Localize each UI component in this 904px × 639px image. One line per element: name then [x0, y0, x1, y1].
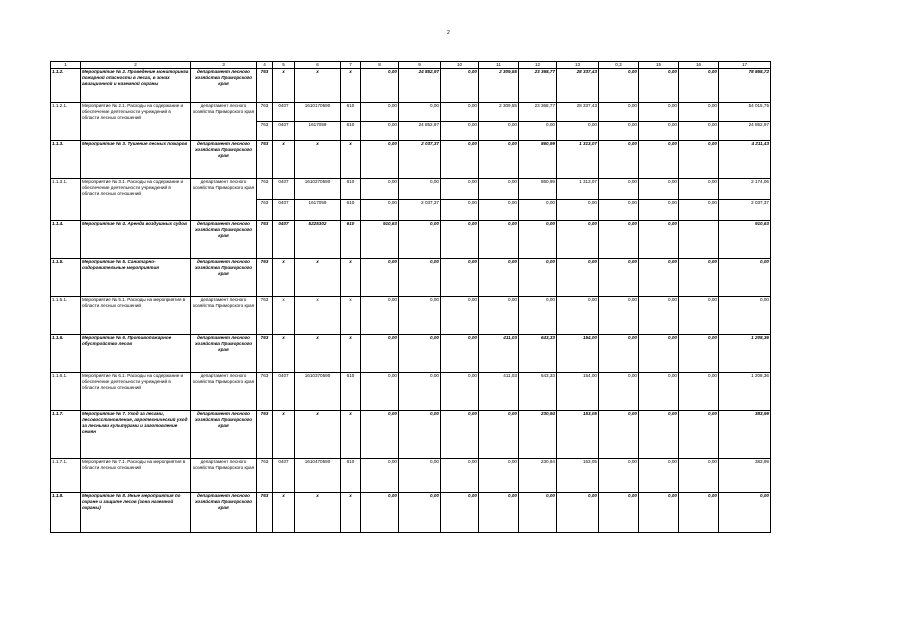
- value-cell: 860,99: [519, 141, 557, 179]
- value-cell: х: [341, 411, 361, 459]
- value-cell: 28 337,43: [557, 103, 599, 122]
- value-cell: 0,00: [361, 141, 399, 179]
- value-cell: 0,00: [361, 411, 399, 459]
- value-cell: 0,00: [399, 411, 441, 459]
- value-cell: 0,00: [519, 122, 557, 141]
- value-cell: 0,00: [599, 459, 639, 493]
- value-cell: х: [295, 297, 341, 335]
- row-code-cell: 1.1.8.: [51, 493, 81, 533]
- row-code-cell: 1.1.5.1.: [51, 297, 81, 335]
- value-cell: 0,00: [361, 103, 399, 122]
- value-cell: 0,00: [599, 335, 639, 373]
- value-cell: 0,00: [399, 335, 441, 373]
- measure-name-cell: Мероприятие № 2.1. Расходы на содержание и обеспечение деятельности учреждений в области лесных отношений: [81, 103, 191, 141]
- value-cell: 54 015,75: [719, 103, 771, 122]
- value-cell: 0,00: [679, 69, 719, 103]
- budget-table: [50, 61, 771, 533]
- table-row: [51, 297, 771, 335]
- row-code-cell: 1.1.7.: [51, 411, 81, 459]
- header-cell: 15: [639, 62, 679, 69]
- value-cell: х: [295, 259, 341, 297]
- value-cell: 0,00: [639, 103, 679, 122]
- value-cell: 1 208,36: [719, 335, 771, 373]
- value-cell: 154,00: [557, 373, 599, 411]
- header-cell: 13: [557, 62, 599, 69]
- value-cell: х: [341, 335, 361, 373]
- value-cell: 0,00: [719, 259, 771, 297]
- value-cell: 2 037,37: [399, 200, 441, 221]
- header-row: [51, 62, 771, 69]
- value-cell: 0407: [273, 179, 295, 200]
- value-cell: 0,00: [719, 297, 771, 335]
- value-cell: 0,00: [519, 221, 557, 259]
- value-cell: 0,00: [361, 200, 399, 221]
- table-row: [51, 335, 771, 373]
- value-cell: 23 368,77: [519, 69, 557, 103]
- value-cell: 0,00: [441, 69, 479, 103]
- value-cell: 0,00: [399, 297, 441, 335]
- value-cell: 0,00: [679, 459, 719, 493]
- value-cell: 0,00: [679, 122, 719, 141]
- value-cell: 5225302: [295, 221, 341, 259]
- measure-name-cell: Мероприятие № 7. Уход за лесами, лесовосстановление, агротехнический уход за лесными культурами и заготовление семян: [81, 411, 191, 459]
- value-cell: 0,00: [399, 259, 441, 297]
- value-cell: 0,00: [639, 200, 679, 221]
- row-code-cell: 1.1.5.: [51, 259, 81, 297]
- value-cell: 0,00: [679, 259, 719, 297]
- value-cell: 0,00: [479, 141, 519, 179]
- value-cell: 763: [257, 335, 273, 373]
- value-cell: 0,00: [679, 493, 719, 533]
- header-cell: 8: [361, 62, 399, 69]
- value-cell: 0,00: [441, 297, 479, 335]
- value-cell: х: [273, 335, 295, 373]
- header-cell: 9: [399, 62, 441, 69]
- value-cell: 0407: [273, 200, 295, 221]
- value-cell: х: [295, 335, 341, 373]
- row-code-cell: 1.1.7.1.: [51, 459, 81, 493]
- value-cell: 0,00: [679, 335, 719, 373]
- value-cell: 763: [257, 373, 273, 411]
- value-cell: 0,00: [679, 200, 719, 221]
- value-cell: 153,05: [557, 411, 599, 459]
- value-cell: 1 313,07: [557, 179, 599, 200]
- value-cell: 0,00: [639, 493, 679, 533]
- row-code-cell: 1.1.3.: [51, 141, 81, 179]
- value-cell: 763: [257, 221, 273, 259]
- page-number: 2: [447, 30, 450, 36]
- value-cell: 1610370590: [295, 373, 341, 411]
- value-cell: 0,00: [399, 373, 441, 411]
- value-cell: 0,00: [361, 373, 399, 411]
- value-cell: х: [295, 493, 341, 533]
- value-cell: 411,03: [479, 335, 519, 373]
- value-cell: 0,00: [399, 179, 441, 200]
- header-cell: 11: [479, 62, 519, 69]
- executor-cell: департамент лесного хозяйства Приморского края: [191, 335, 257, 373]
- value-cell: 0,00: [599, 411, 639, 459]
- value-cell: 0,00: [361, 459, 399, 493]
- value-cell: 2 174,06: [719, 179, 771, 200]
- value-cell: 154,00: [557, 335, 599, 373]
- value-cell: 0,00: [441, 122, 479, 141]
- value-cell: х: [341, 493, 361, 533]
- value-cell: 1617059: [295, 122, 341, 141]
- value-cell: 0,00: [639, 459, 679, 493]
- value-cell: 0,00: [639, 179, 679, 200]
- value-cell: 0,00: [639, 373, 679, 411]
- header-cell: 0,3: [599, 62, 639, 69]
- value-cell: 24 852,97: [719, 122, 771, 141]
- value-cell: 0,00: [719, 493, 771, 533]
- value-cell: 0,00: [639, 259, 679, 297]
- value-cell: 0,00: [399, 493, 441, 533]
- value-cell: х: [273, 297, 295, 335]
- value-cell: х: [295, 141, 341, 179]
- value-cell: 763: [257, 200, 273, 221]
- value-cell: 4 211,43: [719, 141, 771, 179]
- value-cell: 230,94: [519, 411, 557, 459]
- value-cell: 0,00: [399, 459, 441, 493]
- executor-cell: департамент лесного хозяйства Приморского края: [191, 297, 257, 335]
- value-cell: 763: [257, 122, 273, 141]
- value-cell: х: [273, 411, 295, 459]
- header-cell: 16: [679, 62, 719, 69]
- value-cell: 0,00: [399, 103, 441, 122]
- table-row: [51, 259, 771, 297]
- value-cell: 1 208,36: [719, 373, 771, 411]
- value-cell: 0,00: [479, 459, 519, 493]
- header-cell: 5: [273, 62, 295, 69]
- value-cell: 0,00: [557, 259, 599, 297]
- value-cell: 860,99: [519, 179, 557, 200]
- header-cell: 10: [441, 62, 479, 69]
- value-cell: 0,00: [519, 259, 557, 297]
- value-cell: 1617059: [295, 200, 341, 221]
- value-cell: 0,00: [599, 493, 639, 533]
- value-cell: 2 037,37: [719, 200, 771, 221]
- value-cell: 0,00: [639, 69, 679, 103]
- value-cell: 610: [341, 373, 361, 411]
- value-cell: 0,00: [441, 411, 479, 459]
- value-cell: 23 368,77: [519, 103, 557, 122]
- value-cell: 0,00: [599, 141, 639, 179]
- value-cell: 0,00: [361, 69, 399, 103]
- value-cell: 0407: [273, 459, 295, 493]
- value-cell: 0,00: [441, 179, 479, 200]
- value-cell: 643,33: [519, 335, 557, 373]
- measure-name-cell: Мероприятие № 3.1. Расходы на содержание и обеспечение деятельности учреждений в области лесных отношений: [81, 179, 191, 221]
- value-cell: 0,00: [479, 493, 519, 533]
- value-cell: 0,00: [639, 297, 679, 335]
- value-cell: 0,00: [361, 259, 399, 297]
- value-cell: 24 852,97: [399, 122, 441, 141]
- table-row: [51, 411, 771, 459]
- value-cell: 0,00: [479, 179, 519, 200]
- value-cell: 0,00: [639, 411, 679, 459]
- value-cell: 383,99: [719, 411, 771, 459]
- table-row: [51, 69, 771, 103]
- value-cell: 763: [257, 103, 273, 122]
- value-cell: 0,00: [441, 493, 479, 533]
- value-cell: 0,00: [679, 297, 719, 335]
- value-cell: 0,00: [441, 141, 479, 179]
- row-code-cell: 1.1.3.1.: [51, 179, 81, 221]
- value-cell: х: [273, 259, 295, 297]
- value-cell: х: [341, 69, 361, 103]
- value-cell: 0,00: [479, 200, 519, 221]
- value-cell: 0,00: [639, 335, 679, 373]
- value-cell: 0,00: [599, 297, 639, 335]
- value-cell: 0,00: [557, 200, 599, 221]
- value-cell: 0407: [273, 373, 295, 411]
- table-row: [51, 221, 771, 259]
- value-cell: 0,00: [557, 297, 599, 335]
- row-code-cell: 1.1.2.1.: [51, 103, 81, 141]
- value-cell: 1 313,07: [557, 141, 599, 179]
- value-cell: 0,00: [599, 69, 639, 103]
- header-cell: 17: [719, 62, 771, 69]
- executor-cell: департамент лесного хозяйства Приморского края: [191, 259, 257, 297]
- executor-cell: департамент лесного хозяйства Приморского края: [191, 459, 257, 493]
- value-cell: 24 852,97: [399, 69, 441, 103]
- measure-name-cell: Мероприятие № 5. Санитарно-оздоровительные мероприятия: [81, 259, 191, 297]
- value-cell: 0,00: [441, 373, 479, 411]
- value-cell: 0,00: [441, 200, 479, 221]
- value-cell: 2 309,55: [479, 69, 519, 103]
- value-cell: 0,00: [557, 493, 599, 533]
- value-cell: 0,00: [519, 200, 557, 221]
- value-cell: 763: [257, 493, 273, 533]
- header-cell: 7: [341, 62, 361, 69]
- value-cell: 0,00: [361, 493, 399, 533]
- value-cell: 78 868,72: [719, 69, 771, 103]
- table-row: [51, 179, 771, 200]
- value-cell: 610: [341, 179, 361, 200]
- value-cell: 763: [257, 459, 273, 493]
- value-cell: 0,00: [639, 141, 679, 179]
- value-cell: 0,00: [599, 200, 639, 221]
- value-cell: 0,00: [679, 179, 719, 200]
- header-cell: 1: [51, 62, 81, 69]
- header-cell: 2: [81, 62, 191, 69]
- value-cell: 0,00: [361, 179, 399, 200]
- value-cell: 2 309,55: [479, 103, 519, 122]
- value-cell: 28 337,43: [557, 69, 599, 103]
- value-cell: х: [295, 411, 341, 459]
- value-cell: 0,00: [361, 297, 399, 335]
- value-cell: 0,00: [441, 459, 479, 493]
- executor-cell: департамент лесного хозяйства Приморского края: [191, 141, 257, 179]
- value-cell: х: [273, 493, 295, 533]
- value-cell: 1610470590: [295, 459, 341, 493]
- value-cell: 230,94: [519, 459, 557, 493]
- value-cell: 763: [257, 69, 273, 103]
- value-cell: 0,00: [479, 221, 519, 259]
- value-cell: х: [295, 69, 341, 103]
- value-cell: 0,00: [599, 103, 639, 122]
- value-cell: 0,00: [599, 259, 639, 297]
- value-cell: х: [341, 297, 361, 335]
- table-row: [51, 373, 771, 411]
- value-cell: х: [273, 141, 295, 179]
- value-cell: 1610170590: [295, 103, 341, 122]
- table-row: [51, 141, 771, 179]
- value-cell: 0,00: [399, 221, 441, 259]
- value-cell: 0,00: [679, 103, 719, 122]
- value-cell: 610: [341, 122, 361, 141]
- value-cell: 763: [257, 259, 273, 297]
- value-cell: 0,00: [519, 493, 557, 533]
- value-cell: 0,00: [441, 103, 479, 122]
- value-cell: х: [273, 69, 295, 103]
- measure-name-cell: Мероприятие № 8. Иные мероприятия по охране и защите лесов (зона наземной охраны): [81, 493, 191, 533]
- value-cell: 0,00: [679, 141, 719, 179]
- value-cell: 0407: [273, 221, 295, 259]
- measure-name-cell: Мероприятие № 2. Проведение мониторинга пожарной опасности в лесах, в зонах авиационной и наземной охраны: [81, 69, 191, 103]
- value-cell: х: [341, 141, 361, 179]
- value-cell: 0,00: [519, 297, 557, 335]
- value-cell: 153,05: [557, 459, 599, 493]
- header-cell: 3: [191, 62, 257, 69]
- value-cell: 0,00: [441, 259, 479, 297]
- table-row: [51, 459, 771, 493]
- executor-cell: департамент лесного хозяйства Приморского края: [191, 493, 257, 533]
- value-cell: 0,00: [639, 122, 679, 141]
- value-cell: 910,63: [361, 221, 399, 259]
- value-cell: 0,00: [361, 122, 399, 141]
- value-cell: 0,00: [679, 373, 719, 411]
- value-cell: 0,00: [361, 335, 399, 373]
- value-cell: [679, 221, 719, 259]
- executor-cell: департамент лесного хозяйства Приморского края: [191, 103, 257, 141]
- value-cell: 383,99: [719, 459, 771, 493]
- value-cell: 411,03: [479, 373, 519, 411]
- value-cell: 0,00: [599, 373, 639, 411]
- value-cell: 0,00: [557, 122, 599, 141]
- executor-cell: департамент лесного хозяйства Приморского края: [191, 373, 257, 411]
- measure-name-cell: Мероприятие № 5.1. Расходы на мероприятия в области лесных отношений: [81, 297, 191, 335]
- value-cell: 0,00: [441, 221, 479, 259]
- executor-cell: департамент лесного хозяйства Приморского края: [191, 411, 257, 459]
- value-cell: 0,00: [479, 259, 519, 297]
- row-code-cell: 1.1.6.: [51, 335, 81, 373]
- value-cell: 643,33: [519, 373, 557, 411]
- measure-name-cell: Мероприятие № 6.1. Расходы на содержание и обеспечение деятельности учреждений в области лесных отношений: [81, 373, 191, 411]
- header-cell: 6: [295, 62, 341, 69]
- measure-name-cell: Мероприятие № 7.1. Расходы на мероприятия в области лесных отношений: [81, 459, 191, 493]
- value-cell: х: [341, 259, 361, 297]
- value-cell: 910,63: [719, 221, 771, 259]
- value-cell: 0,00: [639, 221, 679, 259]
- table-row: [51, 493, 771, 533]
- value-cell: 763: [257, 141, 273, 179]
- row-code-cell: 1.1.2.: [51, 69, 81, 103]
- value-cell: 763: [257, 297, 273, 335]
- value-cell: 763: [257, 179, 273, 200]
- executor-cell: департамент лесного хозяйства Приморского края: [191, 179, 257, 221]
- value-cell: 0,00: [557, 221, 599, 259]
- value-cell: 0,00: [479, 297, 519, 335]
- header-cell: 12: [519, 62, 557, 69]
- value-cell: 1610270590: [295, 179, 341, 200]
- row-code-cell: 1.1.6.1.: [51, 373, 81, 411]
- value-cell: 0,00: [679, 411, 719, 459]
- value-cell: 0,00: [479, 411, 519, 459]
- measure-name-cell: Мероприятие № 6. Противопожарное обустройство лесов: [81, 335, 191, 373]
- row-code-cell: 1.1.4.: [51, 221, 81, 259]
- value-cell: 0,00: [599, 122, 639, 141]
- value-cell: 610: [341, 221, 361, 259]
- measure-name-cell: Мероприятие № 3. Тушение лесных пожаров: [81, 141, 191, 179]
- value-cell: 610: [341, 103, 361, 122]
- value-cell: 0,00: [599, 221, 639, 259]
- executor-cell: департамент лесного хозяйства Приморского края: [191, 221, 257, 259]
- header-cell: 4: [257, 62, 273, 69]
- value-cell: 0,00: [599, 179, 639, 200]
- value-cell: 610: [341, 200, 361, 221]
- executor-cell: департамент лесного хозяйства Приморского края: [191, 69, 257, 103]
- value-cell: 2 037,37: [399, 141, 441, 179]
- value-cell: 0407: [273, 103, 295, 122]
- value-cell: 0,00: [441, 335, 479, 373]
- measure-name-cell: Мероприятие № 4. Аренда воздушных судов: [81, 221, 191, 259]
- value-cell: 0407: [273, 122, 295, 141]
- value-cell: 610: [341, 459, 361, 493]
- value-cell: 0,00: [479, 122, 519, 141]
- table-row: [51, 103, 771, 122]
- value-cell: 763: [257, 411, 273, 459]
